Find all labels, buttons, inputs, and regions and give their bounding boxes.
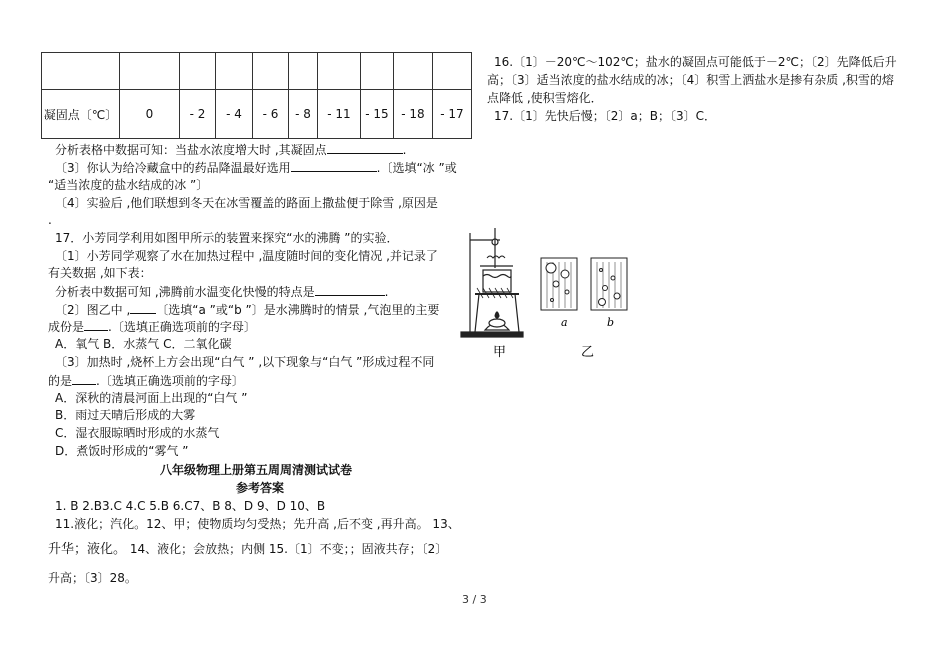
answer-blank — [130, 301, 156, 314]
table-row — [42, 53, 472, 90]
table-cell: - 4 — [216, 90, 253, 139]
boiling-experiment-figure — [455, 228, 635, 360]
answer-blank — [72, 372, 96, 385]
q17-part2-line: 〔2〕图乙中 , 〔选填“a ”或“b ”〕是水沸腾时的情景 ,气泡里的主要 — [55, 303, 440, 317]
q17-part1-line: 〔1〕小芳同学观察了水在加热过程中 ,温度随时间的变化情况 ,并记录了 — [55, 249, 438, 263]
answer-blank — [315, 283, 385, 296]
beaker-a-icon — [541, 258, 577, 310]
answer-line: 1. B 2.B3.C 4.C 5.B 6.C7、B 8、D 9、D 10、B — [55, 499, 326, 513]
q17-part3-line: 〔3〕加热时 ,烧杯上方会出现“白气 ” ,以下现象与“白气 ”形成过程不同 — [55, 355, 435, 369]
table-row — [42, 90, 472, 139]
table-cell: - 6 — [253, 90, 289, 139]
table-row-label: 凝固点〔℃〕 — [42, 90, 120, 139]
q17-option-c: C．湿衣服晾晒时形成的水蒸气 — [55, 426, 220, 440]
answer-line: 11.液化；汽化。12、甲；使物质均匀受热；先升高 ,后不变 ,再升高。 13、 — [55, 517, 460, 531]
table-cell: - 15 — [361, 90, 394, 139]
stand-apparatus-icon — [461, 228, 523, 337]
answer-blank — [84, 318, 108, 331]
beaker-b-icon — [591, 258, 627, 310]
figure-label-a: a — [561, 316, 568, 329]
q16-part4-end: . — [48, 213, 52, 227]
table-cell: - 2 — [180, 90, 216, 139]
right-answer-line: 点降低 ,使积雪熔化． — [487, 91, 603, 105]
table-cell: - 18 — [394, 90, 433, 139]
q16-part4-line: 〔4〕实验后 ,他们联想到冬天在冰雪覆盖的路面上撒盐便于除雪 ,原因是 — [55, 196, 438, 210]
table-cell: - 11 — [318, 90, 361, 139]
table-cell: - 8 — [289, 90, 318, 139]
q17-option-b: B．雨过天晴后形成的大雾 — [55, 408, 196, 422]
answer-blank — [327, 141, 403, 154]
q16-analysis-line: 分析表格中数据可知：当盐水浓度增大时 ,其凝固点 . — [55, 143, 407, 157]
figure-label-jia: 甲 — [493, 345, 507, 360]
q17-option-d: D．煮饭时形成的“雾气 ” — [55, 444, 189, 458]
right-answer-line: 高；〔3〕适当浓度的盐水结成的冰；〔4〕积雪上洒盐水是掺有杂质 ,积雪的熔 — [487, 73, 894, 87]
answer-blank — [291, 159, 377, 172]
q17-part3-line: 的是 .〔选填正确选项前的字母〕 — [48, 374, 244, 388]
answer-key-title: 八年级物理上册第五周周清测试试卷 — [160, 463, 353, 477]
q17-part1-line: 有关数据 ,如下表： — [48, 266, 152, 280]
q17-option-a: A．深秋的清晨河面上出现的“白气 ” — [55, 391, 248, 405]
page-number: 3 / 3 — [462, 593, 487, 606]
answer-line: 升高；〔3〕28。 — [48, 571, 137, 585]
right-answer-line: 16.〔1〕－20℃～102℃；盐水的凝固点可能低于－2℃；〔2〕先降低后升 — [494, 55, 897, 69]
q17-part2-line: 成份是 .〔选填正确选项前的字母〕 — [48, 320, 256, 334]
freezing-point-table — [41, 52, 472, 139]
figure-label-b: b — [607, 316, 615, 329]
q17-part2-options: A．氧气 B．水蒸气 C．二氧化碳 — [55, 337, 232, 351]
answer-key-subtitle: 参考答案 — [236, 481, 285, 495]
table-cell: - 17 — [433, 90, 472, 139]
right-answer-line: 17.〔1〕先快后慢；〔2〕a；B；〔3〕C． — [494, 109, 716, 123]
q17-part1-analysis: 分析表中数据可知 ,沸腾前水温变化快慢的特点是 . — [55, 285, 389, 299]
q16-part3-options: “适当浓度的盐水结成的冰 ”〕 — [48, 178, 209, 192]
answer-line: 升华；液化。 14、液化；会放热；内侧 15.〔1〕不变；；固液共存；〔2〕 — [48, 542, 448, 557]
table-cell: 0 — [120, 90, 180, 139]
q16-part3-line: 〔3〕你认为给冷藏盒中的药品降温最好选用 .〔选填“冰 ”或 — [55, 161, 457, 175]
figure-label-yi: 乙 — [581, 345, 595, 360]
q17-title: 17．小芳同学利用如图甲所示的装置来探究“水的沸腾 ”的实验． — [55, 231, 399, 245]
